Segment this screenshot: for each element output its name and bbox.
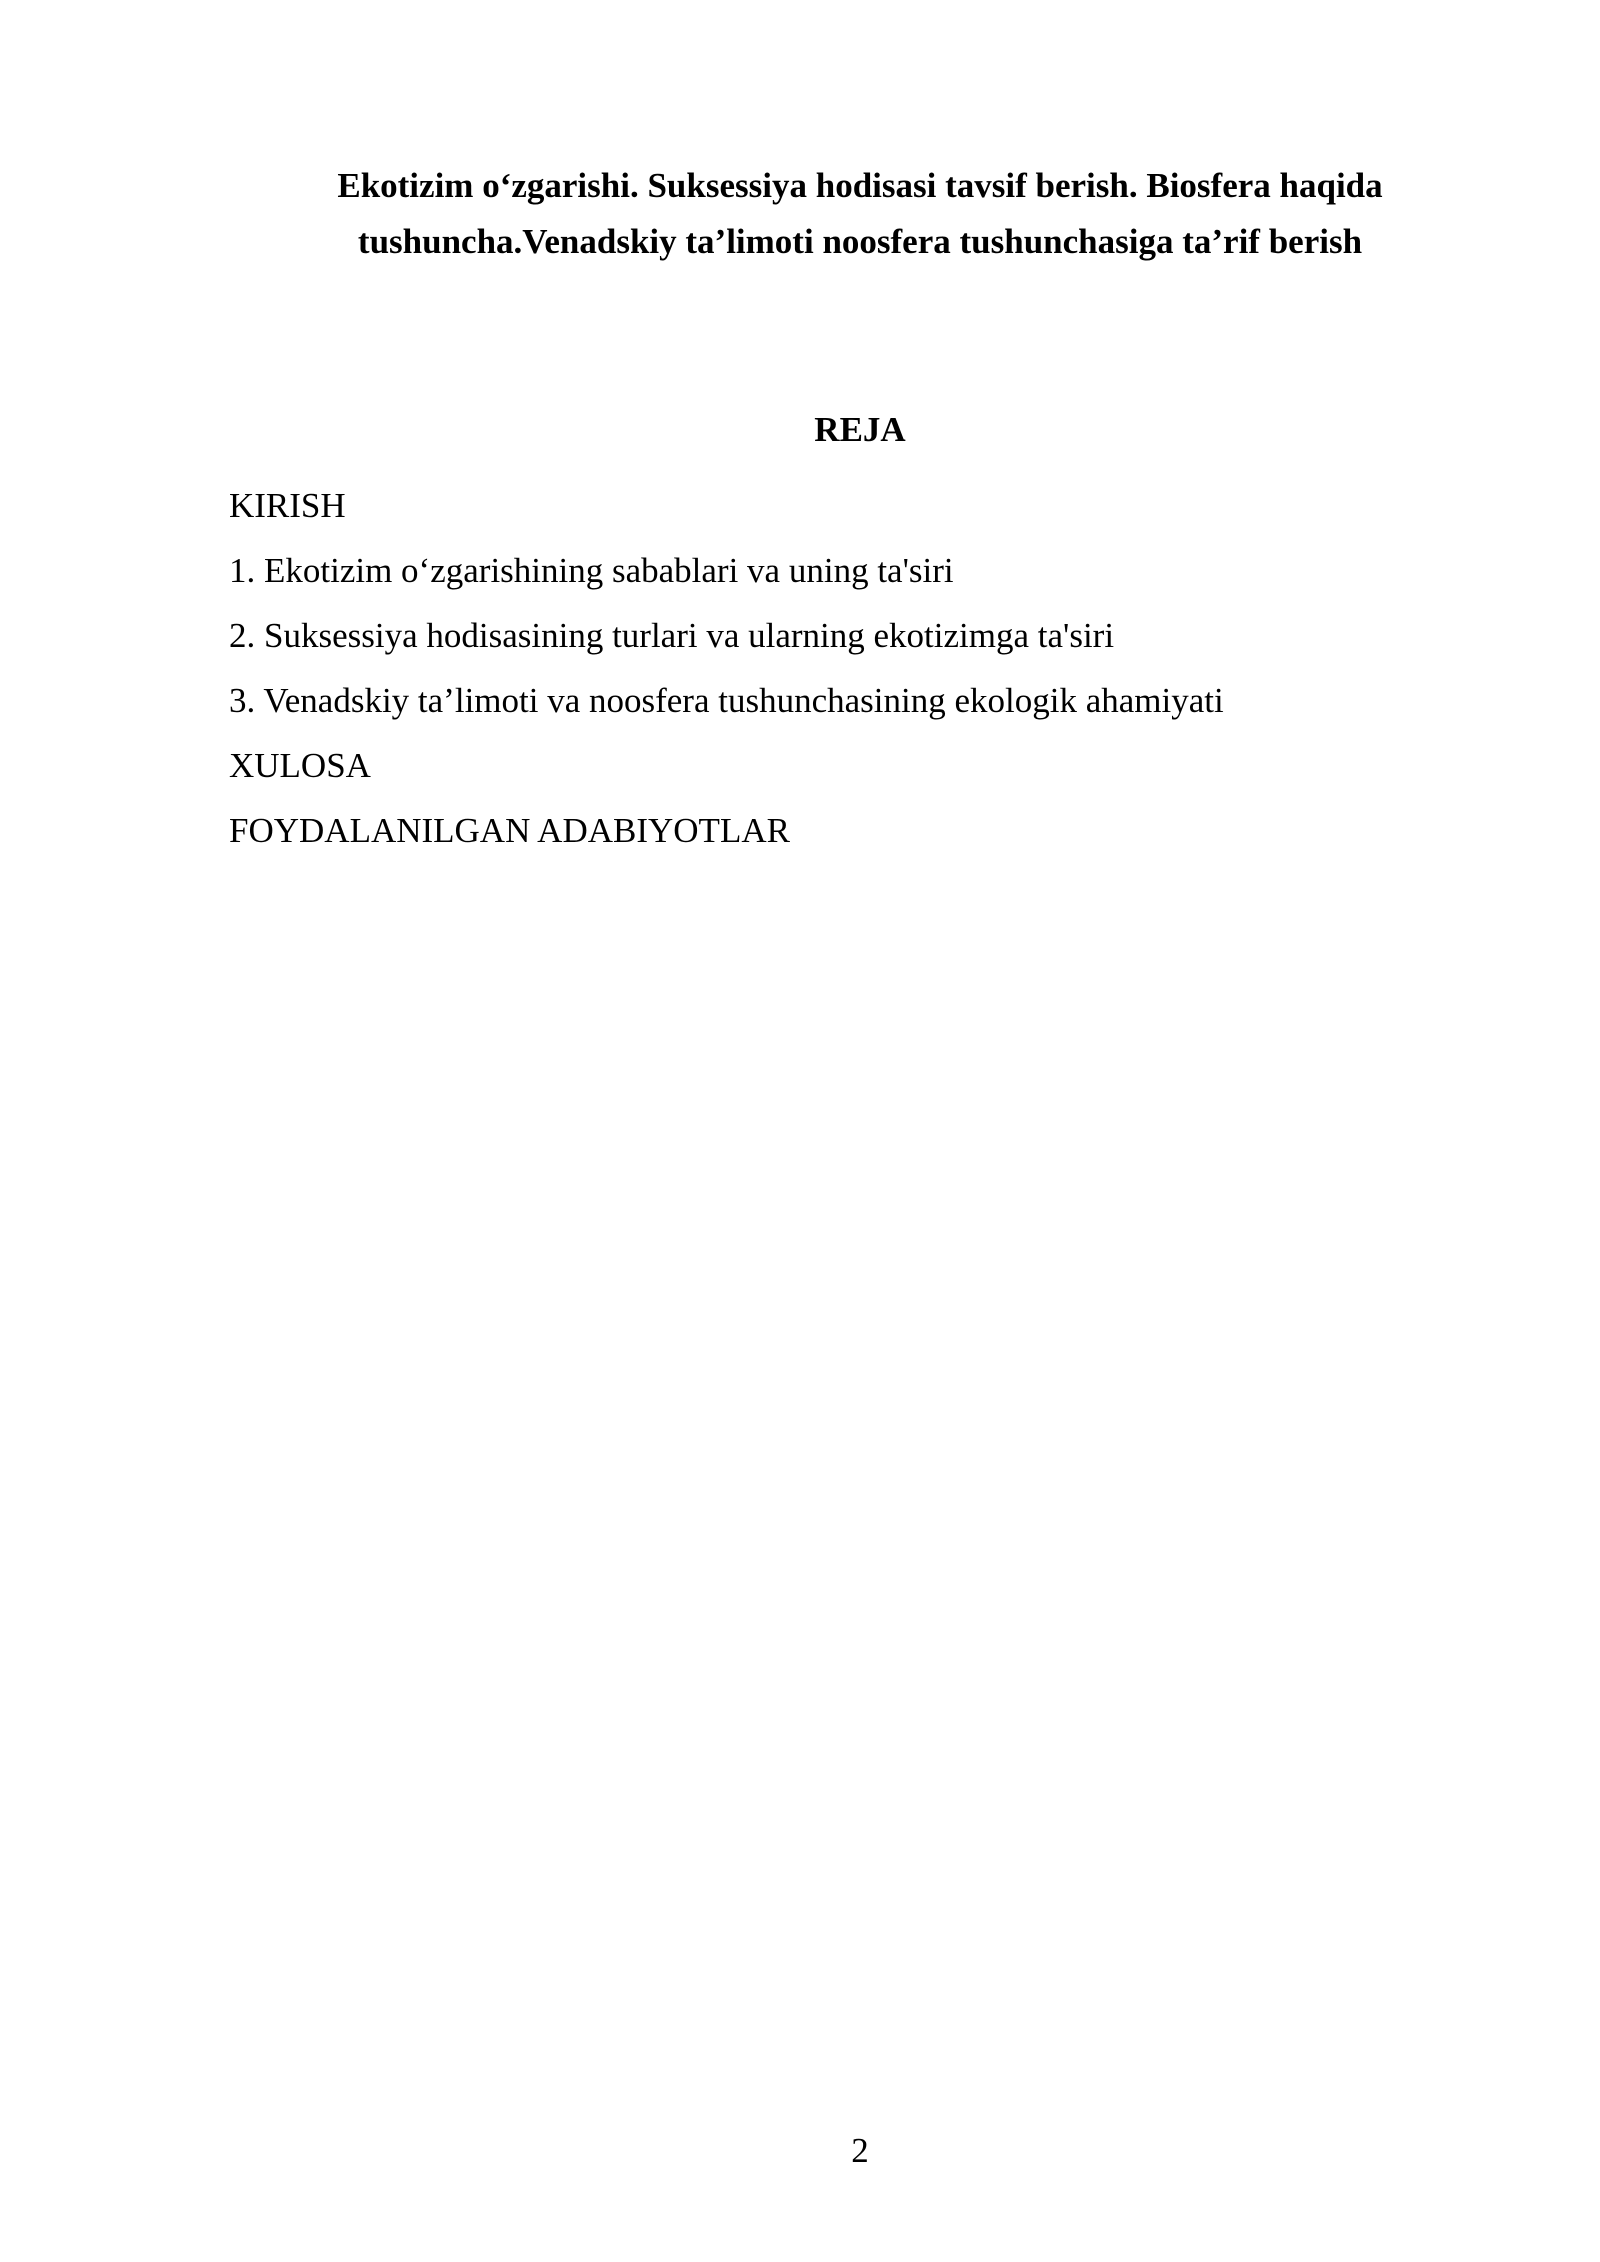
plan-item-2: 2. Suksessiya hodisasining turlari va ularning ekotizimga ta'siri [229,616,1115,655]
document-title-line-2: tushuncha.Venadskiy ta’limoti noosfera tushunchasiga ta’rif berish [357,222,1363,261]
plan-heading: REJA [814,410,906,449]
plan-item-1: 1. Ekotizim o‘zgarishining sabablari va uning ta'siri [229,551,954,590]
plan-list [229,473,1429,863]
plan-item-references: FOYDALANILGAN ADABIYOTLAR [229,811,790,850]
plan-item-conclusion: XULOSA [229,746,371,785]
plan-item-3: 3. Venadskiy ta’limoti va noosfera tushunchasining ekologik ahamiyati [229,681,1224,720]
document-title [230,158,1490,270]
page-number: 2 [851,2131,869,2170]
plan-item-introduction: KIRISH [229,486,346,525]
document-title-line-1: Ekotizim o‘zgarishi. Suksessiya hodisasi tavsif berish. Biosfera haqida [337,166,1383,205]
